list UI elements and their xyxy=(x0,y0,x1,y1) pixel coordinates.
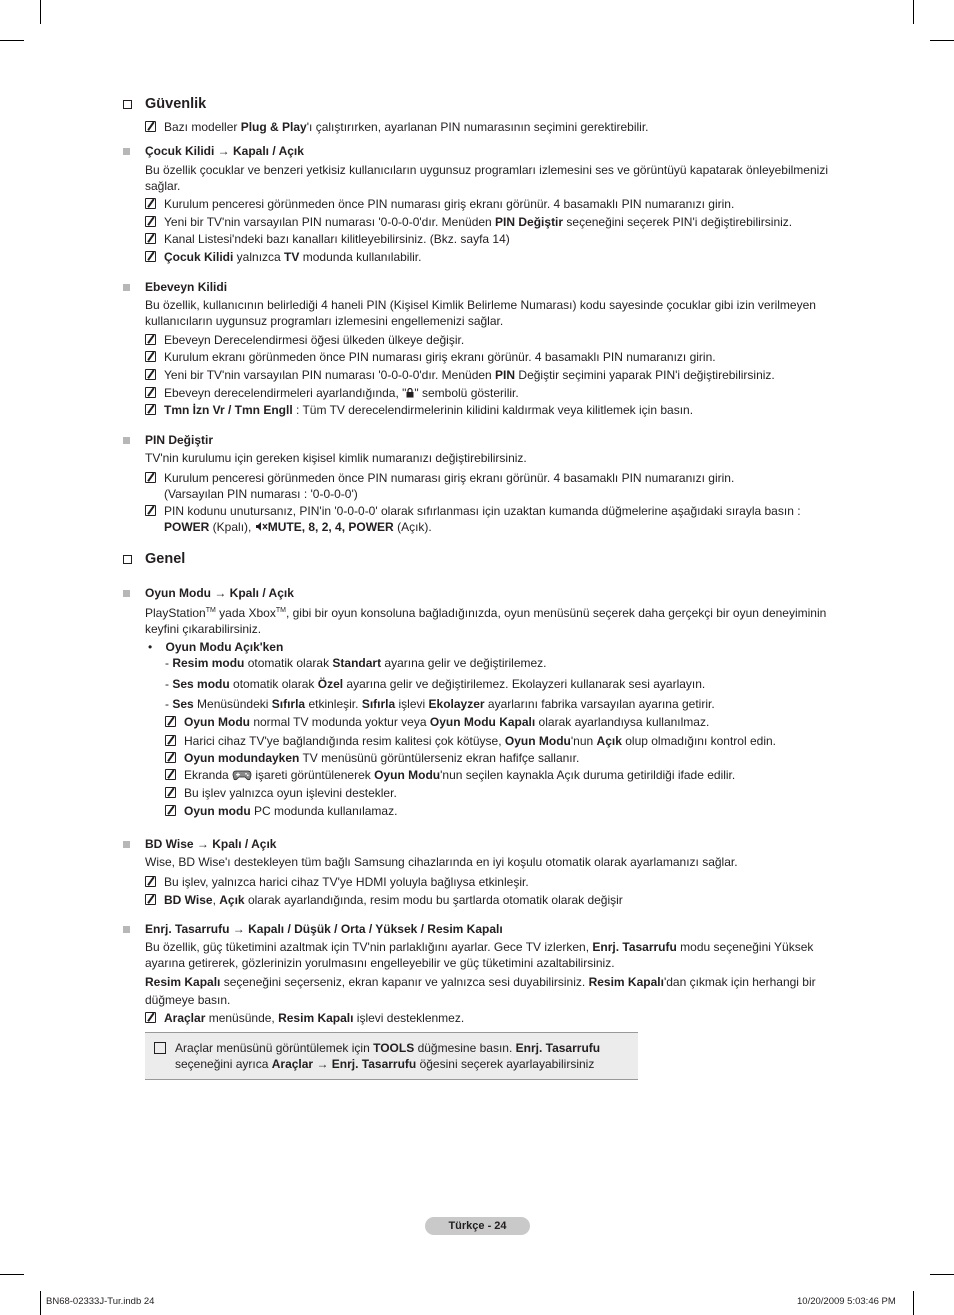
note-bold: Oyun modundayken xyxy=(184,751,300,765)
para-text: seçeneğini seçerseniz, ekran kapanır ve yalnızca sesi duyabilirsiniz. xyxy=(220,975,589,989)
crop-mark xyxy=(0,40,24,41)
dash-item: - Ses Menüsündeki Sıfırla etkinleşir. Sıfırla işlevi Ekolayzer ayarlarını fabrika varsayılan ayarına getirir. xyxy=(165,697,715,711)
note: PIN kodunu unutursanız, PIN'in '0-0-0-0' olarak sıfırlanması için uzaktan kumanda düğmelerine aşağıdaki sırayla basın : xyxy=(164,504,801,518)
paragraph xyxy=(145,939,845,971)
note: Kurulum penceresi görünmeden önce PIN numarası giriş ekranı görünür. 4 basamaklı PIN numaranızı girin. xyxy=(164,471,735,485)
note xyxy=(184,803,397,819)
tip-bold: Enrj. Tasarrufu xyxy=(515,1041,601,1055)
note-icon xyxy=(145,876,156,887)
note-text: işlevi desteklenmez. xyxy=(353,1011,465,1025)
note: Kurulum ekranı görünmeden önce PIN numarası giriş ekranı görünür. 4 basamaklı PIN numaranızı girin. xyxy=(164,350,716,364)
note-icon xyxy=(145,1012,156,1023)
note-icon xyxy=(145,351,156,362)
note-icon xyxy=(145,251,156,262)
subsection-title-text: BD Wise → Kpalı / Açık xyxy=(145,837,277,851)
note-text: olarak ayarlandığında, resim modu bu şartlarda otomatik olarak değişir xyxy=(244,893,623,907)
note-icon xyxy=(145,387,156,398)
note-bold: Resim Kapalı xyxy=(278,1011,354,1025)
crop-mark xyxy=(40,1291,41,1315)
note-text: seçeneğini seçerek PIN'i değiştirebilirsiniz. xyxy=(563,215,793,229)
note-text: Bazı modeller xyxy=(164,120,241,134)
note-icon xyxy=(145,472,156,483)
note-text: PC modunda kullanılamaz. xyxy=(250,804,398,818)
note-text: işlevi xyxy=(395,697,429,711)
note-bold: Tmn İzn Vr / Tmn Engll xyxy=(164,403,293,417)
square-bullet-icon xyxy=(123,437,130,444)
note-bold: Oyun Modu xyxy=(184,715,250,729)
note xyxy=(164,249,421,265)
section-title-guvenlik xyxy=(123,96,206,112)
note-text: Değiştir seçimini yaparak PIN'i değiştirebilirsiniz. xyxy=(515,368,775,382)
note xyxy=(164,214,792,230)
note-text: Harici cihaz TV'ye bağlandığında resim kalitesi çok kötüyse, xyxy=(184,734,505,748)
page-number-badge: Türkçe - 24 xyxy=(425,1217,530,1235)
mute-icon xyxy=(255,521,268,532)
note-text: Ebeveyn derecelendirmeleri ayarlandığında, " xyxy=(164,386,407,400)
note xyxy=(184,714,709,730)
note-icon xyxy=(145,233,156,244)
gamepad-icon xyxy=(232,769,252,781)
subsection-title-bd-wise xyxy=(123,837,276,851)
paragraph: TV'nin kurulumu için gereken kişisel kimlik numaranızı değiştirebilirsiniz. xyxy=(145,451,527,465)
para-text: modu seçeneğini Yüksek ayarına getirerek, gözlerinizin yorulmasını engelleyebilir ve güç tüketimini azaltabilirsiniz. xyxy=(145,940,814,970)
subsection-title-text: Enrj. Tasarrufu → Kapalı / Düşük / Orta / Yüksek / Resim Kapalı xyxy=(145,922,503,936)
note-icon xyxy=(165,716,176,727)
paragraph: Wise, BD Wise'ı destekleyen tüm bağlı Samsung cihazlarında en iyi koşulu otomatik olarak ayarlamanızı sağlar. xyxy=(145,855,738,869)
note xyxy=(164,1010,464,1026)
note-bold: Oyun Modu Kapalı xyxy=(429,715,536,729)
tip-text-part: Araçlar menüsünü görüntülemek için xyxy=(175,1041,374,1055)
note-bold: Resim modu xyxy=(172,656,245,670)
note-bold: Oyun modu xyxy=(184,804,251,818)
crop-mark xyxy=(913,1291,914,1315)
section-title-text: Genel xyxy=(145,551,186,567)
note-icon xyxy=(145,369,156,380)
note: Kanal Listesi'ndeki bazı kanalları kilitleyebilirsiniz. (Bkz. sayfa 14) xyxy=(164,232,510,246)
note-text: Yeni bir TV'nin varsayılan PIN numarası '0-0-0-0'dır. Menüden xyxy=(164,215,496,229)
square-bullet-icon xyxy=(123,590,130,597)
paragraph xyxy=(145,973,845,1009)
note-icon xyxy=(165,787,176,798)
para-text: PlayStation xyxy=(145,606,206,620)
note-bold: Ekolayzer xyxy=(428,697,485,711)
square-bullet-icon xyxy=(123,926,130,933)
note-text: 'nun xyxy=(570,734,597,748)
note-icon xyxy=(165,752,176,763)
note-bold: Standart xyxy=(332,656,382,670)
square-bullet-icon xyxy=(123,841,130,848)
subsection-title-pin-degistir xyxy=(123,433,213,447)
note xyxy=(164,385,519,401)
section-title-text: Güvenlik xyxy=(145,96,207,112)
note-text: işareti görüntülenerek xyxy=(252,768,375,782)
note-bold: Sıfırla xyxy=(361,697,396,711)
trademark: TM xyxy=(205,607,216,614)
note-text: modunda kullanılabilir. xyxy=(299,250,422,264)
trademark: TM xyxy=(275,607,286,614)
note xyxy=(164,402,693,418)
note-text: 'nun seçilen kaynakla Açık duruma getirildiği ifade edilir. xyxy=(440,768,736,782)
note-icon xyxy=(145,505,156,516)
section-title-genel xyxy=(123,551,185,567)
note xyxy=(164,892,623,908)
note-text: ayarlarını fabrika varsayılan ayarına getirir. xyxy=(484,697,715,711)
note-text: Yeni bir TV'nin varsayılan PIN numarası '0-0-0-0'dır. Menüden xyxy=(164,368,496,382)
note-text: etkinleşir. xyxy=(305,697,362,711)
subsection-title-ebeveyn-kilidi xyxy=(123,280,227,294)
footer-timestamp: 10/20/2009 5:03:46 PM xyxy=(797,1296,896,1307)
checkbox-bullet-icon xyxy=(123,555,132,564)
note-icon xyxy=(145,216,156,227)
para-text: 'dan çıkmak için herhangi bir düğmeye basın. xyxy=(145,975,816,1007)
paragraph: Bu özellik, kullanıcının belirlediği 4 haneli PIN (Kişisel Kimlik Belirleme Numarası) kodu sayesinde çocuklar gibi izin verilmeyen kullanıcıların uygunsuz programları izlemesini engellemenizi sağlar. xyxy=(145,298,816,328)
note-bold: MUTE, 8, 2, 4, POWER xyxy=(267,520,394,534)
note: Ebeveyn Derecelendirmesi öğesi ülkeden ülkeye değişir. xyxy=(164,333,465,347)
tools-tip-box xyxy=(145,1032,638,1080)
crop-mark xyxy=(930,1274,954,1275)
paragraph xyxy=(145,603,845,637)
tip-bold: Enrj. Tasarrufu xyxy=(331,1057,417,1071)
tip-text xyxy=(175,1040,625,1072)
para-bold: Resim Kapalı xyxy=(588,975,664,989)
note xyxy=(184,733,776,749)
note-text: normal TV modunda yoktur veya xyxy=(250,715,430,729)
tip-bold: TOOLS xyxy=(373,1041,415,1055)
para-bold: Resim Kapalı xyxy=(145,975,221,989)
note-bold: Açık xyxy=(219,893,245,907)
tip-bold: Araçlar xyxy=(271,1057,314,1071)
note-text: otomatik olarak xyxy=(229,677,318,691)
note-text: 'ı çalıştırırken, ayarlanan PIN numarasının seçimini gerektirebilir. xyxy=(306,120,649,134)
note-bold: PIN Değiştir xyxy=(495,215,564,229)
note xyxy=(164,119,649,135)
tip-text-part: düğmesine basın. xyxy=(414,1041,516,1055)
crop-mark xyxy=(930,40,954,41)
footer-file-name: BN68-02333J-Tur.indb 24 xyxy=(46,1296,155,1307)
note-bold: TV xyxy=(284,250,300,264)
note-icon xyxy=(145,334,156,345)
note-bold: BD Wise xyxy=(164,893,213,907)
note-text: olarak ayarlandıysa kullanılmaz. xyxy=(535,715,710,729)
subsection-title-oyun-modu xyxy=(123,586,294,600)
tools-tip-icon xyxy=(154,1042,166,1054)
note-text: : Tüm TV derecelendirmelerinin kilidini kaldırmak veya kilitlemek için basın. xyxy=(292,403,694,417)
subsection-title-text: Oyun Modu → Kpalı / Açık xyxy=(145,586,294,600)
note-bold: Oyun Modu xyxy=(504,734,571,748)
note xyxy=(164,367,775,383)
crop-mark xyxy=(913,0,914,24)
note xyxy=(184,767,735,783)
checkbox-bullet-icon xyxy=(123,100,132,109)
note-bold: Çocuk Kilidi xyxy=(164,250,234,264)
note-text: olup olmadığını kontrol edin. xyxy=(621,734,777,748)
subsection-title-text: Ebeveyn Kilidi xyxy=(145,280,228,294)
bullet-text: Oyun Modu Açık'ken xyxy=(165,640,284,654)
subsection-title-cocuk-kilidi xyxy=(123,144,304,158)
note-text: Menüsündeki xyxy=(193,697,272,711)
note-icon xyxy=(145,894,156,905)
note-text: ayarına gelir ve değiştirilemez. xyxy=(381,656,547,670)
note-icon xyxy=(165,769,176,780)
note-bold: Araçlar xyxy=(164,1011,206,1025)
tip-text-part: → xyxy=(313,1057,332,1071)
note-text: (Açık). xyxy=(393,520,432,534)
note-bold: Özel xyxy=(317,677,344,691)
note-bold: Plug & Play xyxy=(240,120,307,134)
note-text: menüsünde, xyxy=(205,1011,279,1025)
subsection-title-text: Çocuk Kilidi → Kapalı / Açık xyxy=(145,144,304,158)
subsection-title-text: PIN Değiştir xyxy=(145,433,214,447)
note-bold: Açık xyxy=(596,734,622,748)
para-text: , gibi bir oyun konsoluna bağladığınızda, oyun menüsünü seçerek daha gerçekçi bir oyun deneyiminin keyfini çıkarabilirsiniz. xyxy=(145,606,827,636)
dash-item: - Resim modu otomatik olarak Standart ayarına gelir ve değiştirilemez. xyxy=(165,656,547,670)
para-text: Bu özellik, güç tüketimini azaltmak için TV'nin parlaklığını ayarlar. Gece TV izlerken, xyxy=(145,940,593,954)
bullet-item: • Oyun Modu Açık'ken xyxy=(148,640,284,654)
square-bullet-icon xyxy=(123,148,130,155)
crop-mark xyxy=(0,1274,24,1275)
note-icon xyxy=(145,121,156,132)
para-bold: Enrj. Tasarrufu xyxy=(592,940,677,954)
crop-mark xyxy=(40,0,41,24)
note xyxy=(184,750,579,766)
note-text: TV menüsünü görüntülerseniz ekran hafifçe sallanır. xyxy=(299,751,580,765)
note-continuation: (Varsayılan PIN numarası : '0-0-0-0') xyxy=(164,487,358,501)
dash-item: - Ses modu otomatik olarak Özel ayarına gelir ve değiştirilemez. Ekolayzeri kullanarak sesi ayarlayın. xyxy=(165,677,706,691)
note-text: otomatik olarak xyxy=(244,656,333,670)
note-bold: Oyun Modu xyxy=(374,768,441,782)
paragraph: Bu özellik çocuklar ve benzeri yetkisiz kullanıcıların uygunsuz programları izlemesini ses ve görüntüyü kapatarak önleyebilmenizi sağlar. xyxy=(145,163,828,193)
note-text: Ekranda xyxy=(184,768,233,782)
note-continuation xyxy=(164,519,432,535)
note-bold: Ses modu xyxy=(172,677,230,691)
note-text: yalnızca xyxy=(233,250,285,264)
note-text: , xyxy=(212,893,220,907)
note-text: ayarına gelir ve değiştirilemez. Ekolayzeri kullanarak sesi ayarlayın. xyxy=(343,677,706,691)
note-bold: POWER xyxy=(164,520,210,534)
note-bold: Ses xyxy=(172,697,194,711)
note-bold: Sıfırla xyxy=(271,697,306,711)
note-bold: PIN xyxy=(495,368,516,382)
note-text: (Kpalı), xyxy=(209,520,255,534)
para-text: yada Xbox xyxy=(215,606,276,620)
note: Bu işlev, yalnızca harici cihaz TV'ye HDMI yoluyla bağlıysa etkinleşir. xyxy=(164,875,529,889)
note-text: " sembolü gösterilir. xyxy=(414,386,519,400)
note-icon xyxy=(145,404,156,415)
square-bullet-icon xyxy=(123,284,130,291)
note-icon xyxy=(145,198,156,209)
note-icon xyxy=(165,735,176,746)
tip-text-part: öğesini seçerek ayarlayabilirsiniz xyxy=(416,1057,595,1071)
subsection-title-enerji-tasarrufu xyxy=(123,922,503,936)
note: Bu işlev yalnızca oyun işlevini destekler. xyxy=(184,786,397,800)
tip-text-part: seçeneğini ayrıca xyxy=(175,1057,272,1071)
note: Kurulum penceresi görünmeden önce PIN numarası giriş ekranı görünür. 4 basamaklı PIN numaranızı girin. xyxy=(164,197,735,211)
note-icon xyxy=(165,805,176,816)
